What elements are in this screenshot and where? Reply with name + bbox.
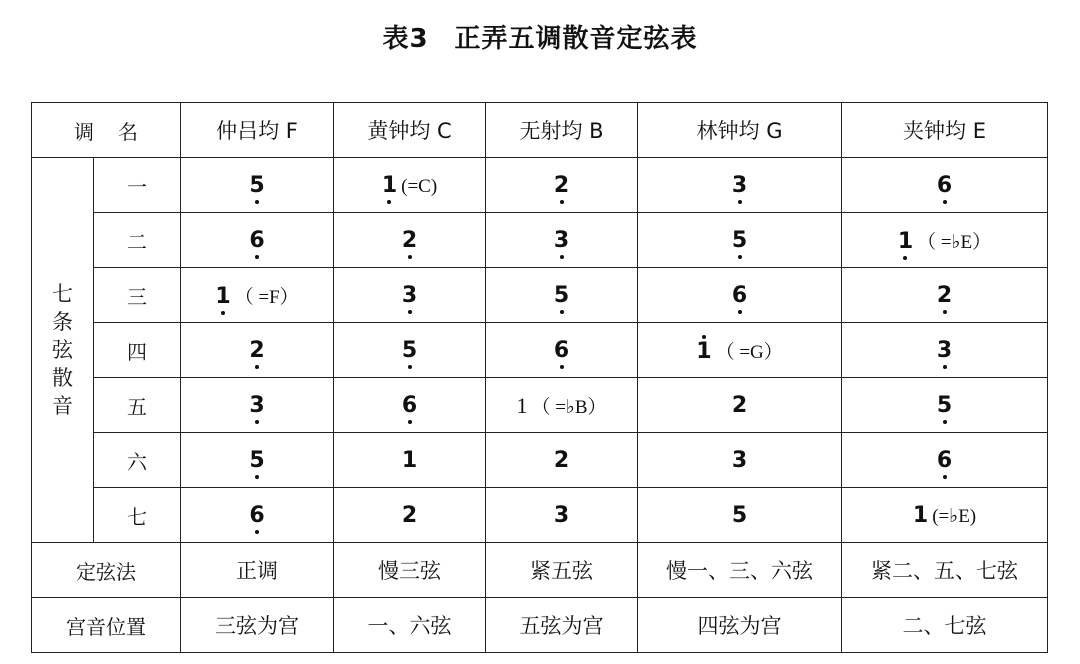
note-value: 5: [553, 282, 570, 308]
note-value: 1: [401, 447, 418, 473]
jianpu-note: [249, 449, 264, 473]
octave-dot-low: [943, 420, 947, 424]
jianpu-note: [732, 284, 747, 308]
note-cell: [842, 378, 1048, 433]
header-mode: 夹钟均 E: [842, 103, 1048, 158]
header-mode: 林钟均 G: [638, 103, 842, 158]
jianpu-note: [382, 174, 437, 198]
octave-dot-low: [255, 200, 259, 204]
octave-dot-low: [943, 365, 947, 369]
note-digit: [732, 394, 747, 418]
pitch-annotation: (=♭E): [932, 505, 977, 527]
jianpu-note: [402, 394, 417, 418]
jianpu-note: [732, 449, 747, 473]
note-digit: [732, 229, 747, 253]
header-row: [32, 103, 1048, 158]
string-row: [32, 433, 1048, 488]
note-cell: [638, 158, 842, 213]
jianpu-note: [554, 229, 569, 253]
pitch-annotation: （ =♭B）: [531, 396, 607, 418]
string-group-text: 七条弦散音: [52, 282, 73, 418]
jianpu-note: [249, 229, 264, 253]
note-digit: [249, 394, 264, 418]
jianpu-note: [732, 229, 747, 253]
jianpu-note: [937, 449, 952, 473]
note-value: 3: [553, 502, 570, 528]
jianpu-note: [937, 284, 952, 308]
note-cell: [181, 158, 334, 213]
note-cell: [181, 268, 334, 323]
note-value: 2: [553, 172, 570, 198]
note-cell: [638, 378, 842, 433]
note-digit: [382, 174, 397, 198]
jianpu-note: [554, 284, 569, 308]
note-digit: [249, 339, 264, 363]
gong-position-cell: 一、六弦: [334, 598, 486, 653]
jianpu-note: [937, 174, 952, 198]
note-value: 2: [249, 337, 265, 363]
gong-position-cell: 二、七弦: [842, 598, 1048, 653]
note-value: 3: [731, 447, 748, 473]
note-cell: [842, 268, 1048, 323]
note-value: 6: [249, 227, 265, 253]
tuning-method-cell: 慢三弦: [334, 543, 486, 598]
octave-dot-low: [408, 365, 412, 369]
header-name-cell: 调名: [32, 103, 181, 158]
note-digit: [215, 285, 230, 309]
note-cell: [334, 488, 486, 543]
gong-position-row: [32, 598, 1048, 653]
note-value: 2: [401, 502, 418, 528]
octave-dot-low: [255, 365, 259, 369]
note-digit: [937, 284, 952, 308]
tuning-method-row: [32, 543, 1048, 598]
octave-dot-low: [408, 310, 412, 314]
octave-dot-low: [408, 255, 412, 259]
note-value: 1: [516, 392, 528, 418]
note-cell: [842, 213, 1048, 268]
octave-dot-low: [255, 475, 259, 479]
note-value: 3: [553, 227, 570, 253]
string-number: 六: [94, 433, 181, 488]
note-digit: [249, 174, 264, 198]
gong-position-cell: 四弦为宫: [638, 598, 842, 653]
jianpu-note: [402, 284, 417, 308]
jianpu-note: [554, 174, 569, 198]
tuning-method-cell: 紧二、五、七弦: [842, 543, 1048, 598]
jianpu-note: [732, 394, 747, 418]
string-row: [32, 323, 1048, 378]
string-row: [32, 488, 1048, 543]
table-number: 表3: [382, 24, 429, 54]
note-digit: [913, 504, 928, 528]
string-row: [32, 268, 1048, 323]
note-digit: [732, 284, 747, 308]
string-row: [32, 158, 1048, 213]
octave-dot-low: [408, 420, 412, 424]
note-digit: [402, 229, 417, 253]
note-digit: [249, 229, 264, 253]
note-value: 6: [936, 172, 953, 198]
note-digit: [402, 504, 417, 528]
octave-dot-low: [387, 200, 391, 204]
pitch-annotation: (=C): [401, 175, 438, 197]
tuning-method-cell: 紧五弦: [486, 543, 638, 598]
note-cell: [638, 488, 842, 543]
jianpu-note: [249, 174, 264, 198]
octave-dot-low: [255, 530, 259, 534]
header-mode: 无射均 B: [486, 103, 638, 158]
note-cell: [486, 158, 638, 213]
table-title: [0, 18, 1080, 55]
jianpu-note: [913, 504, 976, 528]
note-cell: [334, 323, 486, 378]
gong-position-cell: 五弦为宫: [486, 598, 638, 653]
note-digit: [732, 449, 747, 473]
note-digit: [937, 394, 952, 418]
octave-dot-high: [702, 335, 706, 339]
note-value: 5: [936, 392, 953, 418]
header-mode: 仲吕均 F: [181, 103, 334, 158]
note-digit: [402, 394, 417, 418]
pitch-annotation: （ =F）: [234, 286, 299, 308]
gong-position-label: 宫音位置: [32, 598, 181, 653]
note-cell: [334, 268, 486, 323]
octave-dot-low: [560, 200, 564, 204]
string-number: 五: [94, 378, 181, 433]
note-digit: [554, 229, 569, 253]
octave-dot-low: [221, 311, 225, 315]
note-value: 3: [249, 392, 265, 418]
octave-dot-low: [255, 420, 259, 424]
note-digit: [249, 449, 264, 473]
octave-dot-low: [738, 255, 742, 259]
octave-dot-low: [943, 200, 947, 204]
note-value: 3: [731, 172, 748, 198]
jianpu-note: [402, 229, 417, 253]
jianpu-note: [732, 504, 747, 528]
note-cell: [842, 323, 1048, 378]
string-number: 七: [94, 488, 181, 543]
jianpu-note: [402, 504, 417, 528]
jianpu-note: [898, 227, 991, 254]
note-value: 6: [401, 392, 418, 418]
string-row: [32, 213, 1048, 268]
note-value: 6: [731, 282, 748, 308]
note-value: 2: [731, 392, 748, 418]
header-mode: 黄钟均 C: [334, 103, 486, 158]
note-cell: [842, 433, 1048, 488]
note-value: 5: [731, 227, 748, 253]
tuning-method-cell: 慢一、三、六弦: [638, 543, 842, 598]
note-value: 6: [249, 502, 265, 528]
jianpu-note: [937, 394, 952, 418]
note-digit: [554, 174, 569, 198]
string-number: 四: [94, 323, 181, 378]
note-cell: [638, 433, 842, 488]
note-cell: [486, 213, 638, 268]
jianpu-note: [249, 504, 264, 528]
note-value: 1: [897, 228, 914, 254]
note-value: 5: [249, 172, 265, 198]
note-digit: [732, 174, 747, 198]
note-cell: [638, 323, 842, 378]
pitch-annotation: （ =♭E）: [917, 231, 992, 253]
octave-dot-low: [738, 200, 742, 204]
note-cell: [486, 268, 638, 323]
jianpu-note: [402, 339, 417, 363]
gong-position-cell: 三弦为宫: [181, 598, 334, 653]
note-cell: [638, 268, 842, 323]
note-cell: [486, 378, 638, 433]
jianpu-note: [554, 449, 569, 473]
tuning-table: [31, 102, 1048, 653]
tuning-method-cell: 正调: [181, 543, 334, 598]
note-cell: [334, 158, 486, 213]
tuning-method-label: 定弦法: [32, 543, 181, 598]
table-caption: 正弄五调散音定弦表: [454, 24, 698, 54]
note-value: 3: [936, 337, 953, 363]
note-digit: [937, 449, 952, 473]
note-cell: [181, 378, 334, 433]
note-cell: [334, 433, 486, 488]
octave-dot-low: [560, 255, 564, 259]
note-value: 1: [215, 283, 231, 309]
note-digit: [402, 339, 417, 363]
note-cell: [181, 488, 334, 543]
octave-dot-low: [560, 310, 564, 314]
octave-dot-low: [903, 256, 907, 260]
note-digit: [402, 449, 417, 473]
note-digit: [937, 174, 952, 198]
note-value: 1: [381, 172, 398, 198]
string-group-label: [32, 158, 94, 543]
note-digit: [554, 504, 569, 528]
note-value: 5: [731, 502, 748, 528]
note-cell: [181, 433, 334, 488]
note-value: 6: [936, 447, 953, 473]
note-digit: [516, 394, 527, 418]
octave-dot-low: [738, 310, 742, 314]
note-value: 5: [249, 447, 265, 473]
note-digit: [554, 284, 569, 308]
note-value: 1: [696, 338, 712, 364]
note-cell: [486, 433, 638, 488]
octave-dot-low: [560, 365, 564, 369]
note-cell: [181, 323, 334, 378]
note-cell: [486, 488, 638, 543]
note-cell: [334, 213, 486, 268]
note-cell: [181, 213, 334, 268]
octave-dot-low: [255, 255, 259, 259]
jianpu-note: [249, 394, 264, 418]
string-number: 一: [94, 158, 181, 213]
note-value: 5: [401, 337, 418, 363]
note-digit: [898, 230, 913, 254]
jianpu-note: [402, 449, 417, 473]
jianpu-note: [696, 337, 783, 364]
pitch-annotation: （ =G）: [715, 341, 783, 363]
note-digit: [696, 340, 711, 364]
jianpu-note: [554, 504, 569, 528]
note-digit: [937, 339, 952, 363]
string-number: 二: [94, 213, 181, 268]
note-cell: [334, 378, 486, 433]
note-cell: [638, 213, 842, 268]
string-row: [32, 378, 1048, 433]
jianpu-note: [554, 339, 569, 363]
note-value: 2: [936, 282, 953, 308]
note-digit: [732, 504, 747, 528]
string-number: 三: [94, 268, 181, 323]
note-value: 3: [401, 282, 418, 308]
note-cell: [842, 488, 1048, 543]
note-digit: [554, 339, 569, 363]
jianpu-note: [937, 339, 952, 363]
note-digit: [554, 449, 569, 473]
octave-dot-low: [943, 475, 947, 479]
note-value: 2: [401, 227, 418, 253]
jianpu-note: [732, 174, 747, 198]
jianpu-note: [516, 392, 606, 419]
note-digit: [402, 284, 417, 308]
note-cell: [842, 158, 1048, 213]
jianpu-note: [215, 282, 298, 309]
note-digit: [249, 504, 264, 528]
note-cell: [486, 323, 638, 378]
jianpu-note: [249, 339, 264, 363]
octave-dot-low: [943, 310, 947, 314]
note-value: 6: [553, 337, 570, 363]
note-value: 2: [553, 447, 570, 473]
note-value: 1: [912, 502, 929, 528]
